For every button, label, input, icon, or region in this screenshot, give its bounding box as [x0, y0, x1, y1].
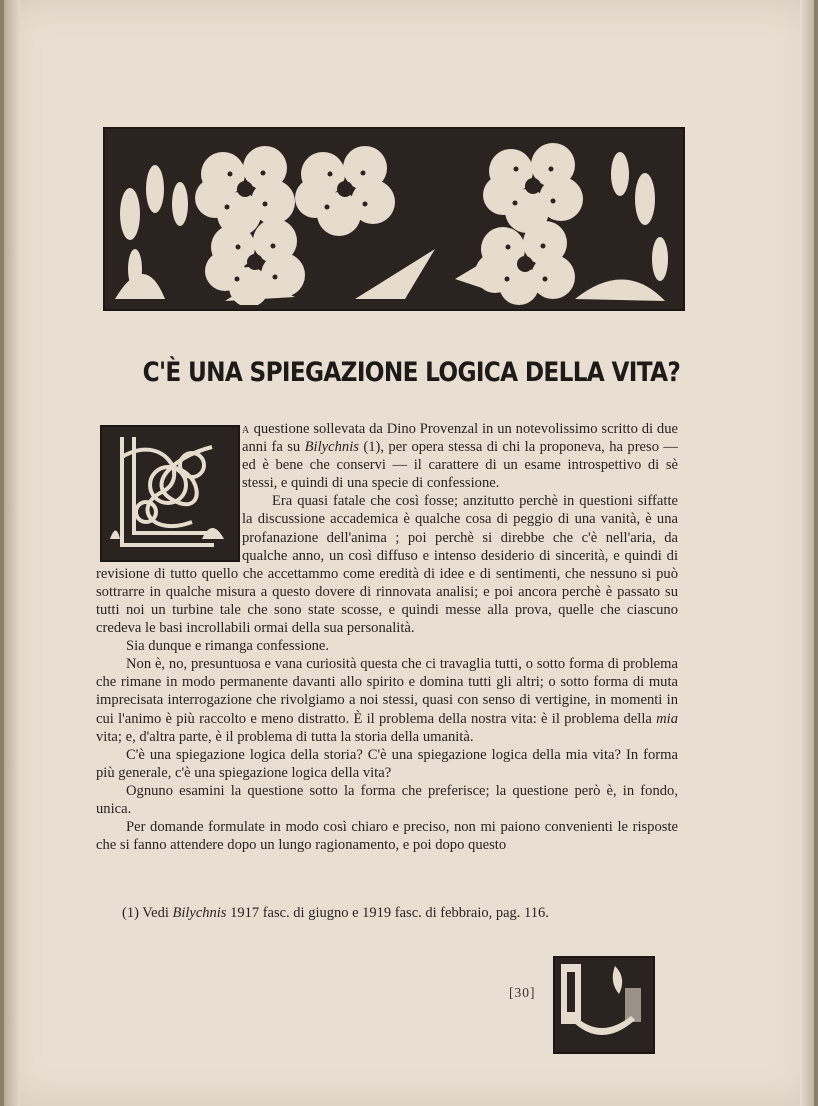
- paragraph-4: [96, 655, 678, 745]
- lead-small-caps: a: [242, 421, 250, 437]
- footnote-text: 1917 fasc. di giugno e 1919 fasc. di febbraio, pag. 116.: [226, 905, 549, 921]
- footnote-prefix: (1) Vedi: [122, 905, 173, 921]
- paragraph-2: Era quasi fatale che così fosse; anzitutto perchè in questioni siffatte la discussione accademica è qualche cosa di peggio di una vanità, è una profanazione dell'anima ; poi perchè si direbbe che c'è nell'aria, da qualche anno, un così diffuso e intenso desiderio di sincerità, e quindi di revisione di tutto quello che accettammo come eredità di idee e di sentimenti, che nessuno si può sottrarre in qualche misura a questo dovere di rinnovata analisi; e poi ancora perchè è passato su tutti noi un turbine tale che sono state scosse, e quindi messe alla prova, quelle che ciascuno credeva le basi incrollabili ormai della sua personalità.: [96, 493, 678, 637]
- article-body: [96, 420, 678, 854]
- emphasis-italic: mia: [656, 710, 678, 727]
- floral-woodcut-banner: [103, 127, 685, 311]
- footnote: [122, 905, 682, 922]
- journal-name-italic: Bilychnis: [304, 439, 359, 456]
- page-edge-left: [4, 0, 20, 1106]
- paragraph-6: Ognuno esamini la questione sotto la forma che preferisce; la questione però è, in fondo, unica.: [96, 782, 678, 817]
- paragraph-3: Sia dunque e rimanga confessione.: [126, 638, 330, 655]
- paragraph-7: Per domande formulate in modo così chiaro e preciso, non mi paiono convenienti le risposte che si fanno attendere dopo un lungo ragionamento, e poi dopo questo: [96, 819, 678, 854]
- page-number: [30]: [509, 985, 536, 1000]
- paragraph-1-text: questione sollevata da Dino Provenzal in un notevolissimo scritto di due anni fa su: [242, 421, 678, 456]
- paragraph-4-text: Non è, no, presuntuosa e vana curiosità questa che ci travaglia tutti, o sotto forma di problema che rimane in modo permanente davanti allo spirito e domina tutti gli altri; o sotto forma di muta imprecisata interrogazione che rivolgiamo a noi stessi, quasi con senso di vertigine, in momenti in cui l'animo è più raccolto e meno distratto. È il problema della nostra vita: è il problema della: [96, 656, 678, 727]
- article-title: C'È UNA SPIEGAZIONE LOGICA DELLA VITA?: [142, 357, 681, 388]
- paragraph-1-end: (1), per opera stessa di chi la proponeva, ha preso — ed è bene che conservi — il carattere di un esame introspettivo di sè stessi, e quindi di una specie di confessione.: [242, 439, 679, 492]
- page-edge-right: [800, 0, 814, 1106]
- footnote-journal: Bilychnis: [172, 905, 227, 921]
- lamp-vignette: [553, 956, 655, 1054]
- paragraph-5: C'è una spiegazione logica della storia? C'è una spiegazione logica della mia vita? In forma più generale, c'è una spiegazione logica della vita?: [96, 746, 678, 781]
- book-page: [4, 0, 814, 1106]
- paragraph-4-end: vita; e, d'altra parte, è il problema di tutta la storia della umanità.: [96, 728, 474, 745]
- initial-spacer: [96, 418, 242, 550]
